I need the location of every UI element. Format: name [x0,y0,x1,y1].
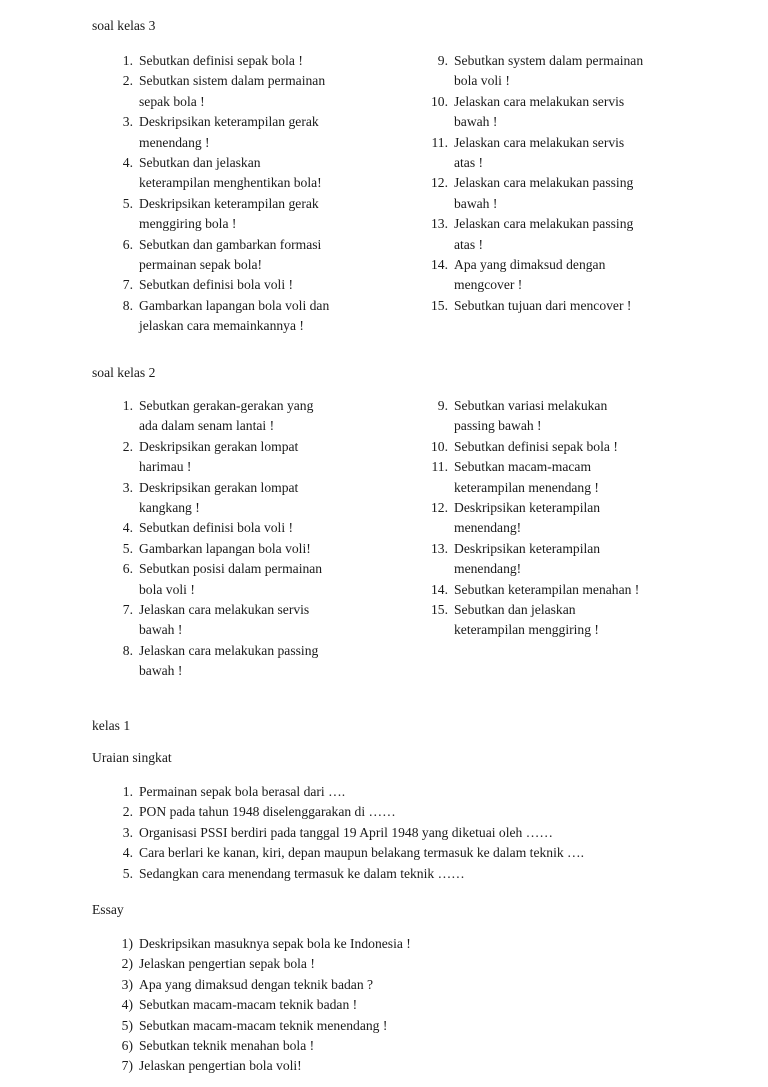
item-text: Apa yang dimaksud dengan teknik badan ? [139,976,374,992]
item-number: 5. [122,195,133,211]
item-text: Jelaskan pengertian bola voli! [139,1058,302,1074]
item-text-line: mengcover ! [454,277,523,293]
item-text-line: Gambarkan lapangan bola voli! [139,540,311,556]
item-number: 1. [122,398,133,413]
list-item [431,580,640,600]
list-item [122,823,584,843]
item-number: 3. [122,479,133,495]
item-text-line: Sebutkan definisi sepak bola ! [454,438,618,454]
kelas2-right-list [431,396,640,641]
section-heading-kelas1: kelas 1 [92,718,131,733]
item-text-line: Jelaskan cara melakukan servis [139,602,310,618]
item-number: 7. [122,277,133,293]
item-text-line: menendang ! [139,134,210,150]
essay-list [121,934,411,1077]
item-number: 3. [122,824,133,840]
list-item [122,51,329,71]
item-number: 7. [122,602,133,618]
item-text-line: sepak bola ! [139,93,205,109]
list-item [122,478,322,519]
subheading-uraian-singkat: Uraian singkat [92,750,172,765]
item-text: Sebutkan macam-macam teknik badan ! [139,997,358,1013]
item-number: 4. [122,520,133,536]
list-item [431,255,643,296]
item-number: 6. [122,561,133,577]
item-text-line: Sebutkan macam-macam [454,459,592,475]
list-item [121,954,411,974]
item-text-line: Gambarkan lapangan bola voli dan [139,297,330,313]
list-item [122,71,329,112]
list-item [431,539,639,580]
list-item [431,92,643,133]
item-text: Jelaskan pengertian sepak bola ! [139,956,315,972]
list-item [122,396,322,437]
item-text-line: permainan sepak bola! [139,257,263,273]
item-text-line: Jelaskan cara melakukan servis [454,134,625,150]
item-text-line: Deskripsikan keterampilan gerak [139,195,319,211]
list-item [431,457,639,498]
item-number: 15. [431,602,448,618]
item-number: 3. [122,114,133,130]
item-text-line: Sebutkan variasi melakukan [454,398,608,413]
list-item [122,518,322,538]
item-text: Organisasi PSSI berdiri pada tanggal 19 April 1948 yang diketuai oleh …… [139,824,553,840]
item-text-line: Sebutkan definisi bola voli ! [139,520,294,536]
list-item [121,934,411,954]
list-item [122,296,330,337]
item-number: 14. [431,257,448,273]
list-item [437,51,644,92]
kelas2-left-list [122,396,323,682]
item-number: 7) [121,1058,133,1074]
list-item [121,1056,411,1076]
list-item [122,235,329,276]
item-text-line: Sebutkan gerakan-gerakan yang [139,398,314,413]
item-number: 4) [121,997,133,1013]
item-text-line: Sebutkan sistem dalam permainan [139,73,326,89]
list-item [122,843,585,863]
item-text-line: bawah ! [454,195,498,211]
item-text-line: bawah ! [139,663,183,679]
item-text-line: Sebutkan system dalam permainan [454,53,644,68]
item-text-line: Jelaskan cara melakukan passing [454,175,634,191]
list-item [122,802,584,822]
item-text-line: kangkang ! [139,500,200,516]
list-item [122,864,584,884]
item-number: 5. [122,540,133,556]
item-text-line: Deskripsikan keterampilan gerak [139,114,319,130]
item-number: 15. [431,297,448,313]
item-text-line: menendang! [454,520,522,536]
item-text: Permainan sepak bola berasal dari …. [139,784,346,799]
item-text-line: bola voli ! [454,73,510,89]
item-text-line: Sebutkan keterampilan menahan ! [454,581,640,597]
item-number: 2. [122,804,133,820]
section-heading-kelas2: soal kelas 2 [92,365,156,380]
item-text-line: Jelaskan cara melakukan passing [454,216,634,232]
item-number: 8. [122,642,133,658]
kelas3-left-list [122,51,330,337]
list-item [121,975,411,995]
list-item [431,600,639,641]
item-number: 9. [437,398,448,413]
item-number: 2) [121,956,133,972]
item-number: 2. [122,73,133,89]
item-text-line: Jelaskan cara melakukan passing [139,642,319,658]
item-number: 10. [431,438,448,454]
item-text-line: keterampilan menghentikan bola! [139,175,322,191]
list-item [121,1036,411,1056]
item-text-line: keterampilan menendang ! [454,479,599,495]
item-text: Deskripsikan masuknya sepak bola ke Indonesia ! [139,936,411,951]
item-number: 11. [431,459,448,475]
item-text-line: Sebutkan tujuan dari mencover ! [454,297,632,313]
uraian-list [122,782,585,884]
list-item [122,112,329,153]
list-item [122,600,322,641]
item-number: 12. [431,175,448,191]
item-text-line: Sebutkan dan gambarkan formasi [139,236,322,252]
item-text-line: menggiring bola ! [139,216,237,232]
item-text-line: bawah ! [139,622,183,638]
list-item [431,296,643,316]
item-number: 6) [121,1038,133,1054]
item-text-line: jelaskan cara memainkannya ! [139,318,304,334]
section-heading-kelas3: soal kelas 3 [92,18,156,33]
item-text-line: ada dalam senam lantai ! [139,418,275,434]
item-text: PON pada tahun 1948 diselenggarakan di …… [139,804,396,820]
item-text-line: keterampilan menggiring ! [454,622,599,638]
item-number: 5. [122,865,133,881]
list-item [431,173,643,214]
list-item [122,275,329,295]
list-item [122,559,323,600]
item-number: 2. [122,438,133,454]
list-item [122,641,322,682]
item-text-line: atas ! [454,155,484,171]
item-number: 4. [122,155,133,171]
item-number: 6. [122,236,133,252]
item-text-line: Sebutkan definisi sepak bola ! [139,53,303,68]
item-text-line: harimau ! [139,459,192,475]
item-number: 14. [431,581,448,597]
list-item [431,437,639,457]
item-number: 10. [431,93,448,109]
item-number: 1. [122,784,133,799]
list-item [122,153,329,194]
list-item [431,214,643,255]
item-number: 3) [121,976,133,992]
kelas3-right-list [431,51,644,316]
item-text-line: Sebutkan dan jelaskan [139,155,261,171]
item-number: 1. [122,53,133,68]
item-text-line: Sebutkan dan jelaskan [454,602,576,618]
list-item [122,539,322,559]
list-item [122,194,329,235]
subheading-essay: Essay [92,902,124,917]
item-text-line: bola voli ! [139,581,195,597]
item-number: 9. [437,53,448,68]
item-text: Sedangkan cara menendang termasuk ke dalam teknik …… [139,865,465,881]
list-item [431,133,643,174]
item-number: 1) [121,936,133,951]
item-text: Cara berlari ke kanan, kiri, depan maupun belakang termasuk ke dalam teknik …. [139,845,585,861]
list-item [121,1016,411,1036]
item-text: Sebutkan macam-macam teknik menendang ! [139,1017,388,1033]
item-number: 5) [121,1017,133,1033]
item-text-line: Deskripsikan keterampilan [454,540,601,556]
list-item [431,498,639,539]
item-text: Sebutkan teknik menahan bola ! [139,1038,315,1054]
list-item [437,396,639,437]
item-text-line: Sebutkan definisi bola voli ! [139,277,294,293]
item-text-line: passing bawah ! [454,418,542,434]
list-item [122,782,584,802]
item-text-line: bawah ! [454,114,498,130]
item-number: 11. [431,134,448,150]
item-text-line: Deskripsikan gerakan lompat [139,438,299,454]
item-text-line: Jelaskan cara melakukan servis [454,93,625,109]
item-number: 13. [431,540,448,556]
item-text-line: menendang! [454,561,522,577]
item-text-line: Deskripsikan gerakan lompat [139,479,299,495]
item-number: 4. [122,845,133,861]
item-text-line: Apa yang dimaksud dengan [454,257,606,273]
item-number: 8. [122,297,133,313]
list-item [121,995,411,1015]
item-text-line: atas ! [454,236,484,252]
list-item [122,437,322,478]
item-text-line: Sebutkan posisi dalam permainan [139,561,323,577]
item-text-line: Deskripsikan keterampilan [454,500,601,516]
item-number: 12. [431,500,448,516]
item-number: 13. [431,216,448,232]
